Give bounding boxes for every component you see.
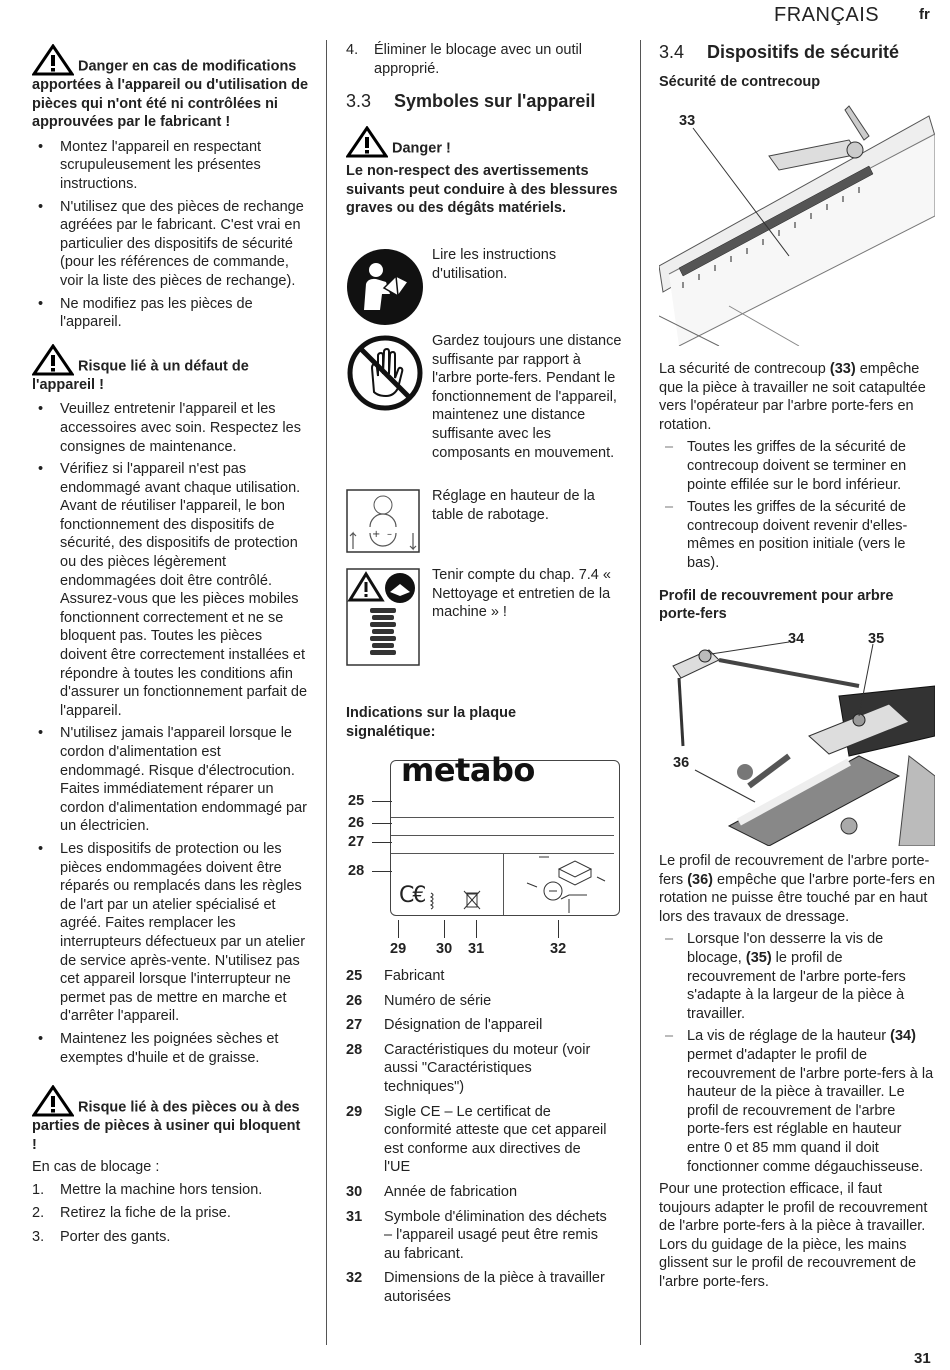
plate-label: 32	[550, 941, 567, 957]
step-text: Mettre la machine hors tension.	[60, 1181, 263, 1198]
no-hand-icon	[346, 334, 424, 412]
section-heading-3-3	[346, 90, 626, 112]
text-run: empêche que la pièce à travailler ne soit catapultée vers l'opérateur par l'arbre porte-fers en rotation.	[659, 361, 926, 433]
ref-33: (33)	[829, 361, 856, 377]
legend-text: Symbole d'élimination des déchets – l'appareil usagé peut être remis au fabricant.	[384, 1208, 607, 1262]
section-number: 3.4	[659, 42, 685, 62]
text-run: Lorsque l'on desserre la vis de blocage,	[687, 931, 884, 966]
blocking-step	[32, 1228, 308, 1247]
warning-triangle-icon	[346, 126, 388, 158]
leader-line	[558, 920, 559, 938]
column-2	[346, 41, 626, 218]
text-run: La vis de réglage de la hauteur	[687, 1028, 891, 1045]
plate-label: 29	[390, 941, 407, 957]
header-language: FRANÇAIS	[774, 4, 880, 26]
symbol-row-read-manual	[346, 246, 626, 336]
list-item: – Toutes les griffes de la sécurité de contrecoup doivent se terminer en pointe effilée sur le bord inférieur.	[659, 438, 935, 494]
warning-title: Risque lié à un défaut de l'appareil !	[32, 358, 249, 393]
symbol-text: Tenir compte du chap. 7.4 « Nettoyage et entretien de la machine » !	[432, 567, 611, 621]
cover-profile-text-block	[659, 852, 935, 1292]
blocking-step	[32, 1181, 308, 1200]
danger-heading	[346, 126, 626, 158]
section-title: Symboles sur l'appareil	[394, 91, 596, 112]
column-divider-1	[326, 40, 327, 1345]
legend-number: 30	[346, 1183, 363, 1200]
step-text: Porter des gants.	[60, 1229, 171, 1246]
legend-number: 27	[346, 1017, 363, 1034]
header-lang-code: fr	[919, 6, 930, 23]
legend-text: Dimensions de la pièce à travailler autorisées	[384, 1270, 605, 1305]
cover-profile-illustration	[659, 626, 935, 846]
section-heading-3-4	[659, 41, 899, 63]
danger-title: Danger !	[392, 140, 451, 157]
plate-line	[391, 817, 614, 818]
ref-35: (35)	[745, 949, 772, 966]
text-run: permet d'adapter le profil de recouvrement de l'arbre porte-fers à la hauteur de la pièce à travailler. Le profil de recouvrement de l'arbre porte-fers est réglable en hauteur entre 0 et 85 mm quand il doit fonctionner comme dégauchisseuse.	[687, 1046, 934, 1175]
text-run: le profil de recouvrement de l'arbre porte-fers s'adapte à la largeur de la pièce à travailler.	[687, 949, 906, 1022]
legend-item	[346, 1269, 608, 1306]
read-manual-icon	[346, 248, 424, 326]
step-number: 2.	[32, 1205, 45, 1222]
kickback-description	[659, 360, 935, 434]
leader-line	[372, 871, 392, 872]
legend-item	[346, 1183, 608, 1202]
figure-label-36: 36	[673, 755, 690, 771]
list-item: • Les dispositifs de protection ou les pièces endommagées doivent être réparés ou remplacés dans les règles de l'art par un atelier spécialisé et agréé. Faites remplacer les interrupteurs défectueux par un atelier de service après-vente. N'utilisez pas cet appareil lorsque l'interrupteur ne permet pas de mettre en marche et d'arrêter l'appareil.	[32, 840, 308, 1026]
list-item	[659, 930, 935, 1023]
warning-triangle-icon	[32, 44, 74, 76]
plate-divider	[503, 853, 504, 915]
list-item: – Toutes les griffes de la sécurité de contrecoup doivent revenir d'elles-mêmes en position initiale (vers le bas).	[659, 498, 935, 572]
warning-block-blocking	[32, 1085, 308, 1154]
leader-line	[444, 920, 445, 938]
cover-profile-figure	[659, 626, 935, 846]
ref-36: (36)	[687, 871, 713, 888]
legend-item	[346, 1208, 608, 1264]
warning-title: Risque lié à des pièces ou à des parties de pièces à usiner qui bloquent !	[32, 1099, 301, 1153]
step-text: Retirez la fiche de la prise.	[60, 1205, 231, 1222]
legend-text: Caractéristiques du moteur (voir aussi "Caractéristiques techniques")	[384, 1041, 591, 1095]
warning-title: Danger en cas de modifications apportées à l'appareil ou d'utilisation de pièces qui n'ont été ni contrôlées ni approuvées par le fabricant !	[32, 58, 309, 131]
leader-line	[372, 823, 392, 824]
leader-line	[372, 801, 392, 802]
legend-text: Fabricant	[384, 968, 445, 984]
legend-item	[346, 1103, 608, 1177]
figure-label-33: 33	[679, 113, 696, 129]
list-item: • Vérifiez si l'appareil n'est pas endommagé avant chaque utilisation. Avant de réutiliser l'appareil, le bon fonctionnement des dispositifs de sécurité, des dispositifs de protection ou des pièces légèrement endommagées doit être contrôlé. Assurez-vous que les pièces mobiles fonctionnent correctement et ne se bloquent pas. Toutes les pièces doivent être correctement installées et répondre à toutes les conditions afin d'assurer un fonctionnement parfait de l'appareil.	[32, 460, 308, 720]
plate-line	[391, 835, 614, 836]
legend-text: Désignation de l'appareil	[384, 1017, 543, 1034]
ref-34: (34)	[890, 1028, 916, 1045]
legend-text: Année de fabrication	[384, 1183, 518, 1200]
legend-item	[346, 992, 608, 1011]
legend-number: 32	[346, 1270, 363, 1287]
legend-text: Sigle CE – Le certificat de conformité atteste que cet appareil est conforme aux directives de l'UE	[384, 1103, 607, 1176]
step-number: 1.	[32, 1181, 45, 1198]
text-run: Le profil de recouvrement de l'arbre porte-fers	[659, 853, 930, 888]
step-number: 3.	[32, 1229, 45, 1246]
workpiece-dimensions-icon	[509, 855, 615, 915]
rating-plate	[390, 751, 620, 916]
legend-number: 25	[346, 968, 363, 984]
table-height-icon	[346, 489, 420, 553]
list-item: • Ne modifiez pas les pièces de l'appareil.	[32, 295, 308, 332]
list-item: • Veuillez entretenir l'appareil et les accessoires avec soin. Respectez les consignes de maintenance.	[32, 400, 308, 456]
symbol-row-no-hand	[346, 332, 626, 484]
plate-label: 25	[348, 793, 365, 809]
warning-block-defect	[32, 344, 308, 395]
warning-triangle-icon	[32, 344, 74, 376]
legend-item	[346, 1016, 608, 1035]
figure-label-35: 35	[868, 631, 885, 647]
text-run: La sécurité de contrecoup	[659, 361, 830, 377]
maintenance-warning-icon	[346, 568, 420, 666]
list-item: • N'utilisez jamais l'appareil lorsque le cordon d'alimentation est endommagé. Risque d'électrocution. Faites immédiatement réparer un cordon d'alimentation endommagé par un électricien.	[32, 724, 308, 836]
list-item: • N'utilisez que des pièces de rechange agréées par le fabricant. C'est vrai en particulier des dispositifs de sécurité (pour les références de commande, voir la liste des pièces de rechange).	[32, 198, 308, 291]
final-paragraph: Pour une protection efficace, il faut toujours adapter le profil de recouvrement de l'arbre porte-fers à la pièce à travailler. Lors du guidage de la pièce, les mains glissent sur le profil de recouvrement de l'arbre porte-fers.	[659, 1181, 928, 1291]
kickback-guard-figure	[659, 96, 935, 346]
rating-plate-figure	[346, 751, 626, 962]
svg-text:+: +	[372, 529, 381, 540]
list-item	[659, 1027, 935, 1176]
section-title: Dispositifs de sécurité	[707, 42, 900, 62]
step-text: Éliminer le blocage avec un outil approprié.	[374, 42, 582, 77]
subheading-kickback: Sécurité de contrecoup	[659, 74, 821, 90]
column-1	[32, 44, 308, 1252]
cover-profile-description	[659, 852, 935, 926]
svg-text:–: –	[387, 529, 392, 540]
legend-number: 29	[346, 1103, 363, 1120]
text-run: empêche que l'arbre porte-fers en rotation ne puisse être touché par en haut lors des travaux de dressage.	[659, 871, 936, 925]
plate-label: 30	[436, 941, 453, 957]
page-number: 31	[914, 1350, 931, 1367]
legend-number: 31	[346, 1208, 363, 1225]
section-number: 3.3	[346, 91, 372, 112]
warning-triangle-icon	[32, 1085, 74, 1117]
brand-logo: metabo	[401, 751, 535, 789]
legend-number: 28	[346, 1041, 363, 1058]
leader-line	[476, 920, 477, 938]
danger-text: Le non-respect des avertissements suivants peut conduire à des blessures graves ou des dégâts matériels.	[346, 163, 618, 217]
symbol-text: Réglage en hauteur de la table de rabotage.	[432, 488, 595, 523]
step-number: 4.	[346, 42, 359, 58]
list-item: • Maintenez les poignées sèches et exemptes d'huile et de graisse.	[32, 1030, 308, 1067]
figure-label-34: 34	[788, 631, 805, 647]
legend-text: Numéro de série	[384, 992, 492, 1009]
list-item: • Montez l'appareil en respectant scrupuleusement les présentes instructions.	[32, 138, 308, 194]
legend-number: 26	[346, 992, 363, 1009]
blocking-step	[32, 1204, 308, 1223]
plate-title: Indications sur la plaque signalétique:	[346, 705, 517, 740]
subheading-cover-profile: Profil de recouvrement pour arbre porte-fers	[659, 587, 894, 623]
column-divider-2	[640, 40, 641, 1345]
legend-item	[346, 967, 608, 986]
symbol-row-table-height	[346, 487, 626, 557]
blocking-step-4	[346, 41, 626, 78]
leader-line	[398, 920, 399, 938]
ce-mark: C€	[399, 883, 425, 908]
leader-line	[372, 842, 392, 843]
plate-label: 26	[348, 815, 365, 831]
symbol-text: Gardez toujours une distance suffisante par rapport à l'arbre porte-fers. Pendant le fonctionnement de l'appareil, maintenez une distance suffisante avec les composants en mouvement.	[432, 333, 622, 461]
plate-label: 27	[348, 834, 365, 850]
symbol-text: Lire les instructions d'utilisation.	[432, 247, 557, 282]
plate-label: 28	[348, 863, 365, 879]
plate-legend	[346, 967, 608, 1313]
weee-bin-icon	[463, 889, 481, 911]
kickback-guard-illustration	[659, 96, 935, 346]
symbol-row-maintenance	[346, 566, 626, 666]
year-mark-icon	[429, 891, 437, 911]
legend-item	[346, 1041, 608, 1097]
plate-label: 31	[468, 941, 485, 957]
kickback-text-block	[659, 360, 935, 624]
warning-block-modifications	[32, 44, 308, 132]
blocking-intro: En cas de blocage :	[32, 1159, 160, 1176]
